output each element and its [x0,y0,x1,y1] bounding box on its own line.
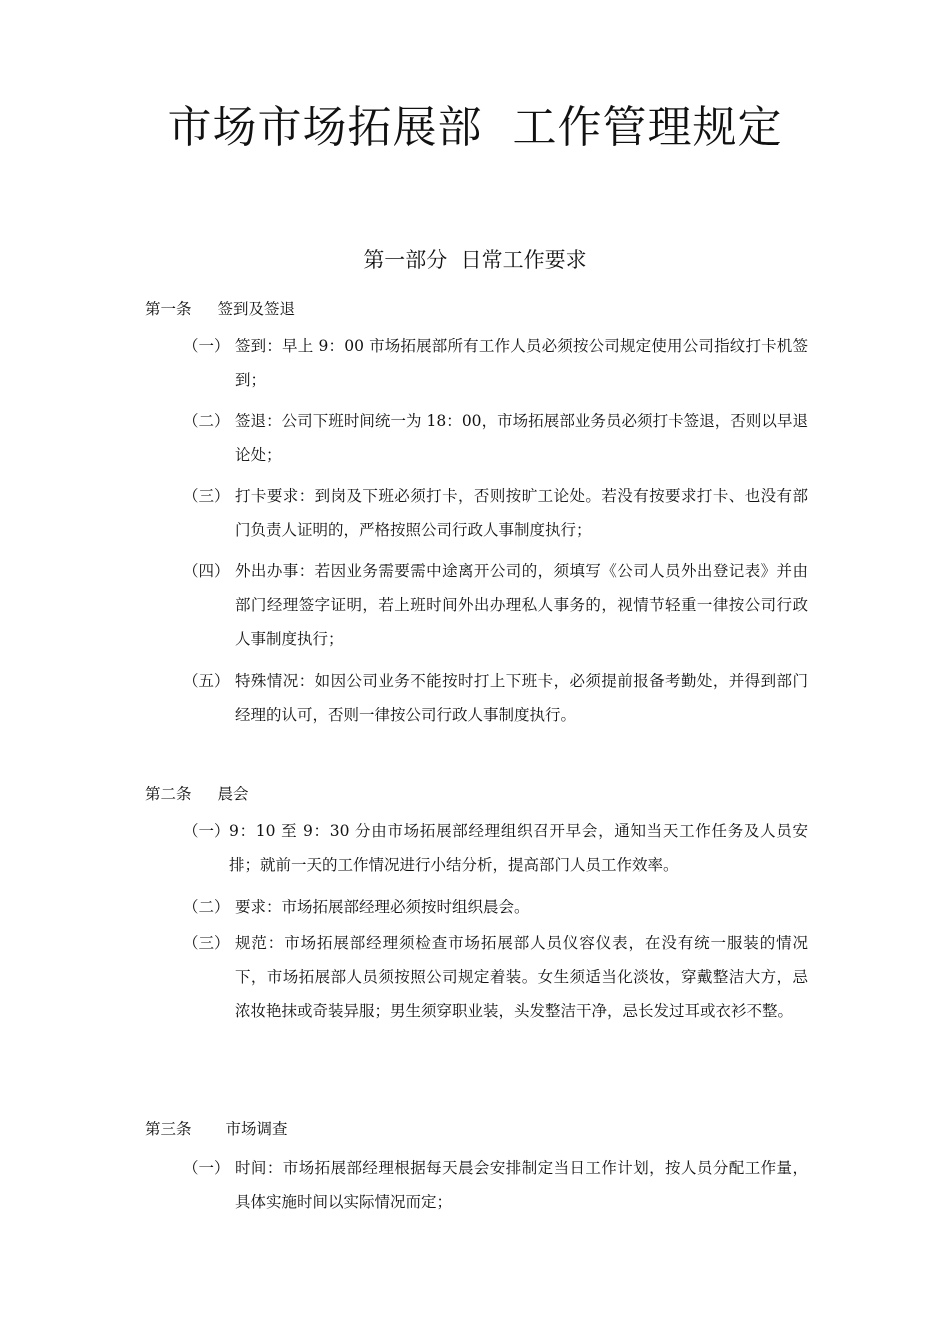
list-item [183,329,808,397]
list-item [183,664,808,732]
item-text: 签退：公司下班时间统一为 18：00，市场拓展部业务员必须打卡签退，否则以早退论处； [235,412,808,464]
item-number: （二） [183,412,230,430]
item-number: （一） [183,337,230,355]
article-name: 签到及签退 [217,300,296,318]
article-heading [145,1118,288,1140]
item-number: （三） [183,934,230,952]
article-name: 市场调查 [225,1120,288,1138]
article-name: 晨会 [217,785,249,803]
list-item [183,554,808,656]
article-heading [145,298,295,320]
item-number: （一） [183,1159,230,1177]
item-text: 规范：市场拓展部经理须检查市场拓展部人员仪容仪表，在没有统一服装的情况下，市场拓展部人员须按照公司规定着装。女生须适当化淡妆，穿戴整洁大方，忌浓妆艳抹或奇装异服；男生须穿职业装，头发整洁干净，忌长发过耳或衣衫不整。 [235,934,808,1020]
item-text: 要求：市场拓展部经理必须按时组织晨会。 [235,898,530,916]
page-title: 市场市场拓展部 工作管理规定 [167,102,783,153]
item-text: 签到：早上 9：00 市场拓展部所有工作人员必须按公司规定使用公司指纹打卡机签到； [235,337,808,389]
item-text: 打卡要求：到岗及下班必须打卡，否则按旷工论处。若没有按要求打卡、也没有部门负责人证明的，严格按照公司行政人事制度执行； [235,487,808,539]
list-item [183,926,808,1028]
item-text: 9：10 至 9：30 分由市场拓展部经理组织召开早会，通知当天工作任务及人员安排；就前一天的工作情况进行小结分析，提高部门人员工作效率。 [229,822,808,874]
item-number: （四） [183,562,230,580]
item-number: （二） [183,898,230,916]
list-item [183,404,808,472]
item-text: 时间：市场拓展部经理根据每天晨会安排制定当日工作计划，按人员分配工作量，具体实施时间以实际情况而定； [235,1159,808,1211]
item-number: （五） [183,672,230,690]
item-text: 特殊情况：如因公司业务不能按时打上下班卡，必须提前报备考勤处，并得到部门经理的认可，否则一律按公司行政人事制度执行。 [235,672,808,724]
article-number: 第二条 [145,785,192,803]
list-item [183,1151,808,1219]
list-item [183,890,808,924]
part-title: 第一部分 日常工作要求 [363,248,587,272]
article-number: 第一条 [145,300,192,318]
item-number: （一） [183,822,230,840]
article-number: 第三条 [145,1120,192,1138]
item-number: （三） [183,487,230,505]
list-item [183,479,808,547]
article-heading [145,783,249,805]
list-item [183,814,808,882]
item-text: 外出办事：若因业务需要需中途离开公司的，须填写《公司人员外出登记表》并由部门经理签字证明，若上班时间外出办理私人事务的，视情节轻重一律按公司行政人事制度执行； [235,562,808,648]
